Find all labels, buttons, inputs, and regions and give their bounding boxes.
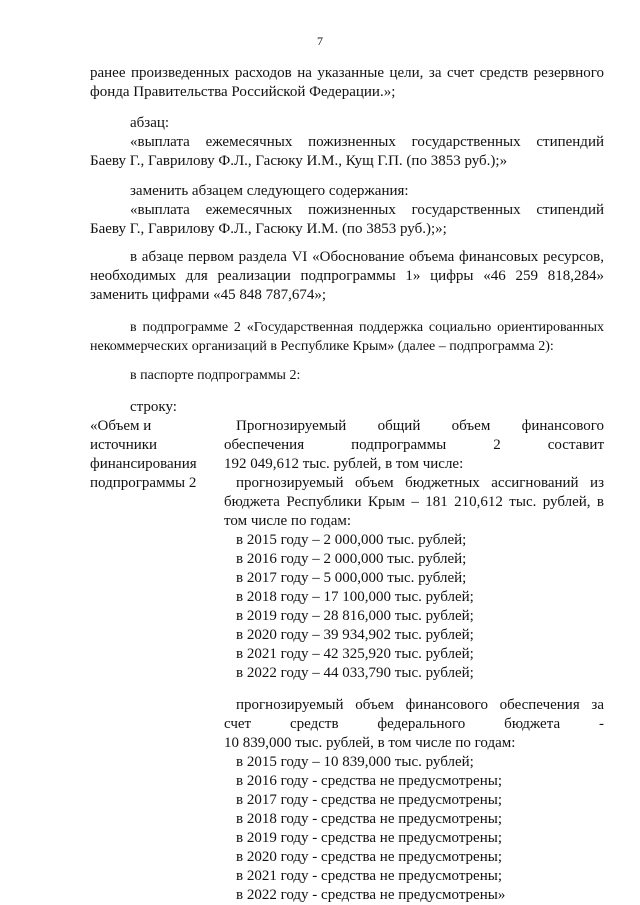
table-left-cell — [90, 417, 220, 493]
right-cell-line: 10 839,000 тыс. рублей, в том числе по годам: — [224, 735, 516, 751]
text-line: в подпрограмме 2 «Государственная поддержка социально ориентированных — [130, 320, 604, 335]
text-line: Баеву Г., Гаврилову Ф.Л., Гасюку И.М., Кущ Г.П. (по 3853 руб.);» — [90, 153, 508, 169]
paragraph-old-stipend — [90, 133, 604, 171]
label-replace: заменить абзацем следующего содержания: — [130, 183, 409, 199]
right-cell-line: обеспечения подпрограммы 2 составит — [224, 437, 604, 453]
year-line-budget: в 2022 году – 44 033,790 тыс. рублей; — [236, 665, 474, 681]
year-line-budget: в 2015 году – 2 000,000 тыс. рублей; — [236, 532, 467, 548]
paragraph-subprogram-2 — [90, 318, 604, 356]
right-cell-line: 192 049,612 тыс. рублей, в том числе: — [224, 456, 464, 472]
year-line-federal: в 2017 году - средства не предусмотрены; — [236, 792, 502, 808]
text-line: фонда Правительства Российской Федерации.»; — [90, 84, 396, 100]
spacer — [224, 683, 604, 696]
right-cell-line: прогнозируемый объем финансового обеспечения за — [236, 697, 604, 713]
right-cell-line: прогнозируемый объем бюджетных ассигнований из — [236, 475, 604, 491]
right-cell-line: бюджета Республики Крым – 181 210,612 тыс. рублей, в — [224, 494, 604, 510]
left-cell-line: финансирования — [90, 456, 197, 472]
year-line-budget: в 2020 году – 39 934,902 тыс. рублей; — [236, 627, 474, 643]
label-row: строку: — [130, 399, 177, 415]
label-abzac: абзац: — [130, 115, 170, 131]
left-cell-line: источники — [90, 437, 158, 453]
left-cell-line: подпрограммы 2 — [90, 475, 197, 491]
text-line: Баеву Г., Гаврилову Ф.Л., Гасюку И.М. (по 3853 руб.);»; — [90, 221, 447, 237]
paragraph-new-stipend — [90, 201, 604, 239]
text-line: ранее произведенных расходов на указанные цели, за счет средств резервного — [90, 65, 604, 81]
year-line-federal: в 2019 году - средства не предусмотрены; — [236, 830, 502, 846]
year-line-budget: в 2018 году – 17 100,000 тыс. рублей; — [236, 589, 474, 605]
paragraph-reserve-fund — [90, 64, 604, 102]
year-line-federal: в 2018 году - средства не предусмотрены; — [236, 811, 502, 827]
text-line: необходимых для реализации подпрограммы 1» цифры «46 259 818,284» — [90, 268, 604, 284]
label-passport: в паспорте подпрограммы 2: — [130, 368, 301, 383]
text-line: «выплата ежемесячных пожизненных государственных стипендий — [130, 202, 604, 218]
year-line-budget: в 2021 году – 42 325,920 тыс. рублей; — [236, 646, 474, 662]
year-line-budget: в 2016 году – 2 000,000 тыс. рублей; — [236, 551, 467, 567]
right-cell-line: том числе по годам: — [224, 513, 352, 529]
page-number: 7 — [317, 34, 323, 48]
left-cell-line: «Объем и — [90, 418, 152, 434]
year-line-federal: в 2022 году - средства не предусмотрены» — [236, 887, 506, 903]
year-line-federal: в 2020 году - средства не предусмотрены; — [236, 849, 502, 865]
year-line-federal: в 2021 году - средства не предусмотрены; — [236, 868, 502, 884]
right-cell-line: Прогнозируемый общий объем финансового — [236, 418, 604, 434]
year-line-budget: в 2019 году – 28 816,000 тыс. рублей; — [236, 608, 474, 624]
year-line-federal: в 2015 году – 10 839,000 тыс. рублей; — [236, 754, 474, 770]
right-cell-line: счет средств федерального бюджета - — [224, 716, 604, 732]
text-line: заменить цифрами «45 848 787,674»; — [90, 287, 327, 303]
text-line: «выплата ежемесячных пожизненных государственных стипендий — [130, 134, 604, 150]
year-line-budget: в 2017 году – 5 000,000 тыс. рублей; — [236, 570, 467, 586]
text-line: в абзаце первом раздела VI «Обоснование объема финансовых ресурсов, — [130, 249, 604, 265]
table-right-cell — [224, 417, 604, 905]
text-line: некоммерческих организаций в Республике Крым» (далее – подпрограмма 2): — [90, 339, 554, 354]
year-line-federal: в 2016 году - средства не предусмотрены; — [236, 773, 502, 789]
paragraph-section-vi — [90, 248, 604, 305]
